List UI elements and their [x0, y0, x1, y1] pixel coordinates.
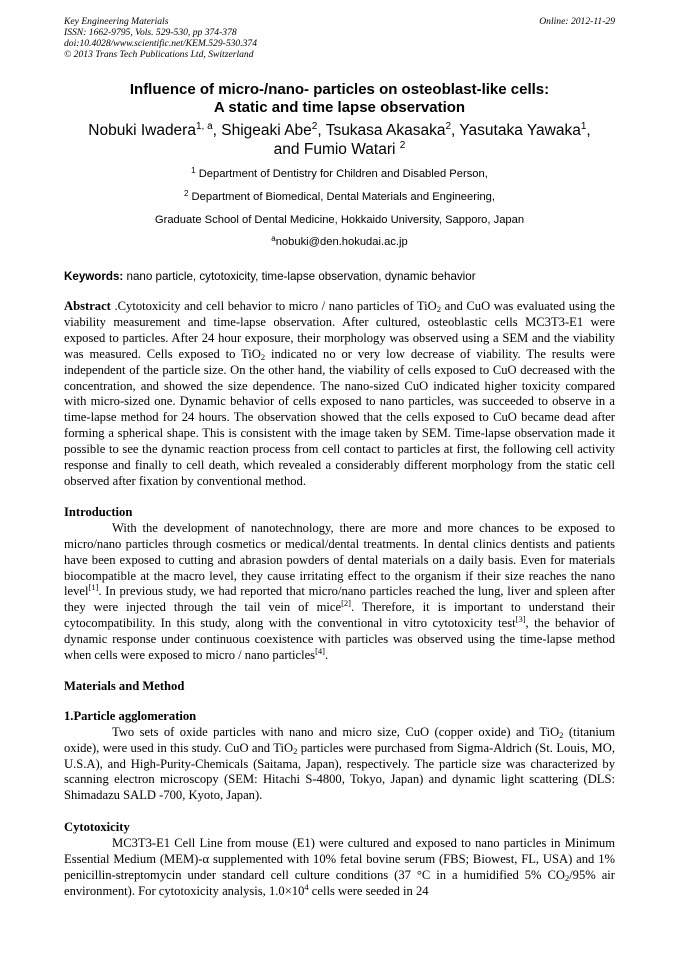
author-name: Tsukasa Akasaka [325, 122, 446, 139]
subscript: 2 [436, 304, 442, 314]
cytotoxicity-paragraph [64, 836, 615, 900]
cytotoxicity-heading: Cytotoxicity [64, 820, 130, 835]
author-name: Fumio Watari [303, 141, 396, 158]
body-text: Two sets of oxide particles with nano and micro size, CuO (copper oxide) and TiO [112, 724, 560, 739]
body-text: particles were purchased from Sigma-Aldrich (St. Louis, MO, U.S.A), and High-Purity-Chemicals (Saitama, Japan), respectively. The particle size was characterized by scanning electron microscopy (SEM: Hitachi S-4800, Tokyo, Japan) and dynamic light scattering (DLS: Shimadazu SALD -700, Kyoto, Japan). [64, 740, 615, 803]
introduction-heading: Introduction [64, 504, 133, 519]
author-list: Nobuki Iwadera$^{1, a}$, Shigeaki Abe$^2$, Tsukasa Akasaka$^2$, Yasutaka Yawaka$^1$, and Fumio Watari $^2$ [88, 121, 591, 158]
copyright-line: © 2013 Trans Tech Publications Ltd, Switzerland [64, 49, 254, 60]
body-text: /95% air environment). For cytotoxicity analysis, 1.0×10 [64, 868, 615, 898]
issn-line: ISSN: 1662-9795, Vols. 529-530, pp 374-378 [64, 27, 237, 38]
abstract-paragraph [64, 299, 615, 490]
affiliation-mark: 2 [183, 189, 189, 198]
affiliation-3: Graduate School of Dental Medicine, Hokkaido University, Sapporo, Japan [154, 214, 525, 226]
body-text: . [325, 648, 329, 663]
author-affiliation-mark: 2 [399, 140, 406, 151]
citation-ref[interactable]: [4] [315, 646, 326, 657]
author-conjunction: and [273, 141, 300, 158]
author-name: Shigeaki Abe [221, 122, 312, 139]
keywords [64, 270, 615, 284]
affiliation-text: Department of Dentistry for Children and Disabled Person, [198, 168, 488, 180]
journal-name: Key Engineering Materials [64, 16, 169, 27]
body-text: cells were seeded in 24 [308, 883, 429, 898]
author-name: Nobuki Iwadera [88, 122, 196, 139]
author-name: Yasutaka Yawaka [459, 122, 581, 139]
affiliation-text: Department of Biomedical, Dental Materials and Engineering, [191, 191, 496, 203]
paper-page [64, 16, 615, 900]
superscript: 4 [304, 881, 309, 892]
subscript: 2 [564, 873, 570, 883]
affiliation-2 [64, 190, 615, 204]
abstract-text: .Cytotoxicity and cell behavior to micro / nano particles of TiO [114, 299, 437, 313]
abstract-label: Abstract [64, 299, 111, 313]
particle-agglomeration-heading: 1.Particle agglomeration [64, 708, 197, 723]
title-line-1: Influence of micro-/nano- particles on osteoblast-like cells: [129, 81, 550, 98]
abstract-text: and CuO was evaluated using the viability measurement and time-lapse observation. After cultured, osteoblastic cells MC3T3-E1 were exposed to particles. After 24 hour exposure, their morphology was observed using a SEM and the viability was measured. Cells exposed to TiO [64, 299, 616, 361]
affiliation-mark: 1 [191, 166, 196, 175]
citation-ref[interactable]: [2] [341, 598, 351, 609]
doi-line: doi:10.4028/www.scientific.net/KEM.529-530.374 [64, 38, 258, 49]
email-link[interactable]: nobuki@den.hokudai.ac.jp [275, 236, 408, 248]
journal-header [64, 16, 615, 60]
email-mark: a [271, 234, 276, 243]
author-affiliation-mark: 1 [580, 121, 587, 132]
citation-ref[interactable]: [1] [88, 582, 99, 593]
body-text: With the development of nanotechnology, there are more and more chances to be exposed to micro/nano particles through cosmetics or medical/dental treatments. In dental clinics dentists and patients have been exposed to cutting and abrasion powders of dental materials on a daily basis. Even for materials biocompatible at the macro level, they cause irritating effect to the organism if their size reaches the nano level [64, 520, 615, 599]
paper-title [64, 81, 615, 117]
online-date: Online: 2012-11-29 [539, 16, 615, 27]
title-line-2: A static and time lapse observation [213, 99, 466, 116]
abstract-text: indicated no or very low decrease of viability. The results were independent of the particle size. On the other hand, the viability of cells exposed to CuO decreased with the concentration, and showed the size dependence. The nano-sized CuO indicated higher toxicity compared with micro-sized one. Dynamic behavior of cells exposed to nano particles, was succeeded to observe in a time-lapse method for 24 hours. The observation showed that the cells exposed to CuO became dead after forming a spherical shape. This is consistent with the image taken by SEM. Time-lapse observation made it possible to see the dynamic reaction process from cell contact to particles at first, the following cell activity response and finally to cell death, which revealed a considerably different morphology from the static cell observed after fixation by conventional method. [64, 346, 615, 488]
keywords-text: nano particle, cytotoxicity, time-lapse observation, dynamic behavior [126, 270, 476, 283]
body-text: MC3T3-E1 Cell Line from mouse (E1) were cultured and exposed to nano particles in Minimum Essential Medium (MEM)-α supplemented with 10% fetal bovine serum (FBS; Biowest, FL, USA) and 1% penicillin-streptomycin under standard cell culture conditions (37 °C in a humidified 5% CO [64, 836, 615, 882]
subscript: 2 [293, 745, 298, 756]
subscript: 2 [559, 729, 564, 740]
author-email [64, 235, 615, 249]
introduction-paragraph [64, 521, 615, 664]
citation-ref[interactable]: [3] [515, 614, 526, 625]
author-affiliation-mark: 1, a [195, 121, 213, 132]
particle-agglomeration-paragraph [64, 725, 615, 805]
body-text: (titanium oxide), were used in this study. CuO and TiO [64, 724, 615, 755]
affiliation-1 [64, 167, 615, 181]
author-affiliation-mark: 2 [311, 121, 318, 132]
subscript: 2 [260, 351, 266, 362]
methods-heading: Materials and Method [64, 678, 185, 693]
keywords-label: Keywords: [64, 270, 124, 283]
body-text: . Therefore, it is important to understand their cytocompatibility. In this study, along with the conventional in vitro cytotoxicity test [64, 600, 615, 631]
body-text: , the behavior of dynamic response under continuous coexistence with particles was observed using the time-lapse method when cells were exposed to micro / nano particles [64, 616, 616, 663]
author-affiliation-mark: 2 [445, 121, 452, 132]
body-text: . In previous study, we had reported that micro/nano particles reached the lung, liver and spleen after they were injected through the tail vein of mice [64, 584, 615, 615]
